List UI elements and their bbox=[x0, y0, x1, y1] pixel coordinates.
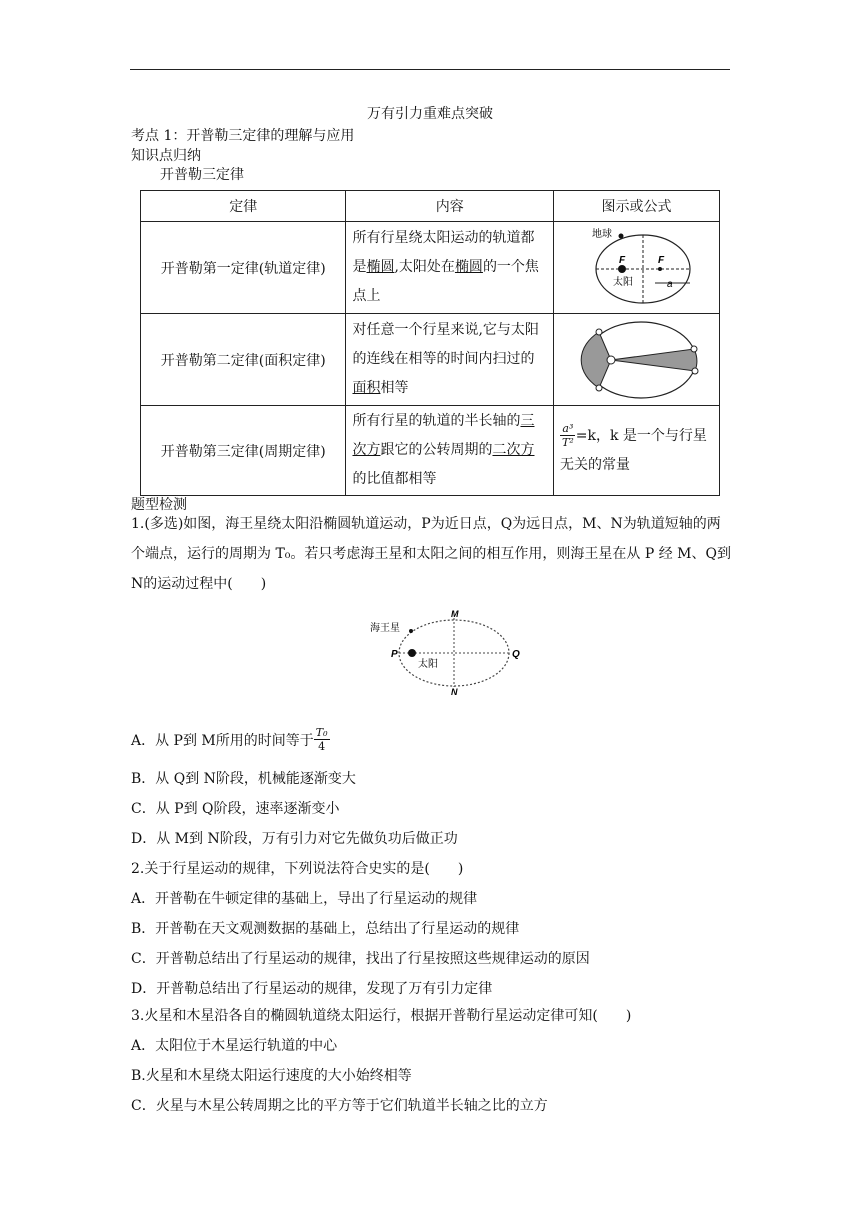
section2-heading: 题型检测 bbox=[131, 497, 187, 513]
q3-option-b: B.火星和木星绕太阳运行速度的大小始终相等 bbox=[131, 1068, 412, 1084]
question-3-stem: 3.火星和木星沿各自的椭圆轨道绕太阳运行，根据开普勒行星运动定律可知( ) bbox=[131, 1008, 632, 1024]
equal-area-diagram bbox=[557, 316, 717, 404]
svg-text:太阳: 太阳 bbox=[418, 659, 438, 670]
q1-option-b: B．从 Q到 N阶段，机械能逐渐变大 bbox=[131, 771, 356, 787]
svg-text:F: F bbox=[618, 254, 625, 266]
ellipse-orbit-diagram bbox=[557, 223, 717, 313]
svg-text:P: P bbox=[391, 649, 398, 660]
svg-text:海王星: 海王星 bbox=[370, 623, 400, 634]
law-content: 对任意一个行星来说,它与太阳的连线在相等的时间内扫过的面积相等 bbox=[346, 314, 554, 406]
table-title: 开普勒三定律 bbox=[160, 167, 244, 183]
sub-heading: 知识点归纳 bbox=[131, 148, 201, 164]
kepler-third-formula: $\frac{\text{a³}}{\text{T²}}=k$，k 是一个与行星无关的常量 bbox=[554, 406, 720, 496]
law-name: 开普勒第二定律(面积定律) bbox=[141, 314, 346, 406]
q1-option-a: A．从 P到 M所用的时间等于$\frac{\text{T₀}}{4}$ bbox=[131, 726, 328, 753]
law-name: 开普勒第三定律(周期定律) bbox=[141, 406, 346, 496]
page-title: 万有引力重难点突破 bbox=[367, 106, 493, 122]
kepler-laws-table bbox=[140, 190, 720, 496]
q1-option-d: D．从 M到 N阶段，万有引力对它先做负功后做正功 bbox=[131, 831, 458, 847]
law-content: 所有行星绕太阳运动的轨道都是椭圆,太阳处在椭圆的一个焦点上 bbox=[346, 222, 554, 314]
section-heading: 考点 1：开普勒三定律的理解与应用 bbox=[131, 128, 355, 144]
q2-option-b: B．开普勒在天文观测数据的基础上，总结出了行星运动的规律 bbox=[131, 921, 520, 937]
table-header-row bbox=[141, 191, 720, 222]
question-1-stem: 1.(多选)如图，海王星绕太阳沿椭圆轨道运动，P为近日点，Q为远日点，M、N为轨道短轴的两个端点，运行的周期为 T₀。若只考虑海王星和太阳之间的相互作用，则海王星在从 P 经 M、Q到 N的运动过程中( ) bbox=[131, 516, 731, 592]
planet-label: 地球 bbox=[591, 228, 612, 240]
table-row bbox=[141, 222, 720, 314]
law-name: 开普勒第一定律(轨道定律) bbox=[141, 222, 346, 314]
svg-text:太阳: 太阳 bbox=[612, 276, 633, 288]
q1-option-c: C．从 P到 Q阶段，速率逐渐变小 bbox=[131, 801, 340, 817]
header-rule bbox=[130, 69, 730, 70]
svg-text:Q: Q bbox=[512, 649, 520, 660]
q2-option-a: A．开普勒在牛顿定律的基础上，导出了行星运动的规律 bbox=[131, 891, 478, 907]
svg-text:M: M bbox=[451, 609, 459, 619]
equal-area-figure bbox=[554, 314, 720, 406]
orbit-ellipse-figure bbox=[554, 222, 720, 314]
svg-text:F: F bbox=[657, 254, 664, 266]
neptune-orbit-diagram bbox=[360, 607, 520, 697]
svg-text:a: a bbox=[666, 278, 673, 290]
law-content: 所有行星的轨道的半长轴的三次方跟它的公转周期的二次方的比值都相等 bbox=[346, 406, 554, 496]
table-row bbox=[141, 314, 720, 406]
q3-option-c: C．火星与木星公转周期之比的平方等于它们轨道半长轴之比的立方 bbox=[131, 1098, 548, 1114]
q2-option-d: D．开普勒总结出了行星运动的规律，发现了万有引力定律 bbox=[131, 981, 493, 997]
table-row bbox=[141, 406, 720, 496]
q2-option-c: C．开普勒总结出了行星运动的规律，找出了行星按照这些规律运动的原因 bbox=[131, 951, 590, 967]
table-header-cell: 定律 bbox=[141, 191, 346, 222]
question-2-stem: 2.关于行星运动的规律，下列说法符合史实的是( ) bbox=[131, 861, 464, 877]
table-header-cell: 图示或公式 bbox=[554, 191, 720, 222]
svg-text:N: N bbox=[451, 687, 458, 697]
table-header-cell: 内容 bbox=[346, 191, 554, 222]
q3-option-a: A．太阳位于木星运行轨道的中心 bbox=[131, 1038, 338, 1054]
